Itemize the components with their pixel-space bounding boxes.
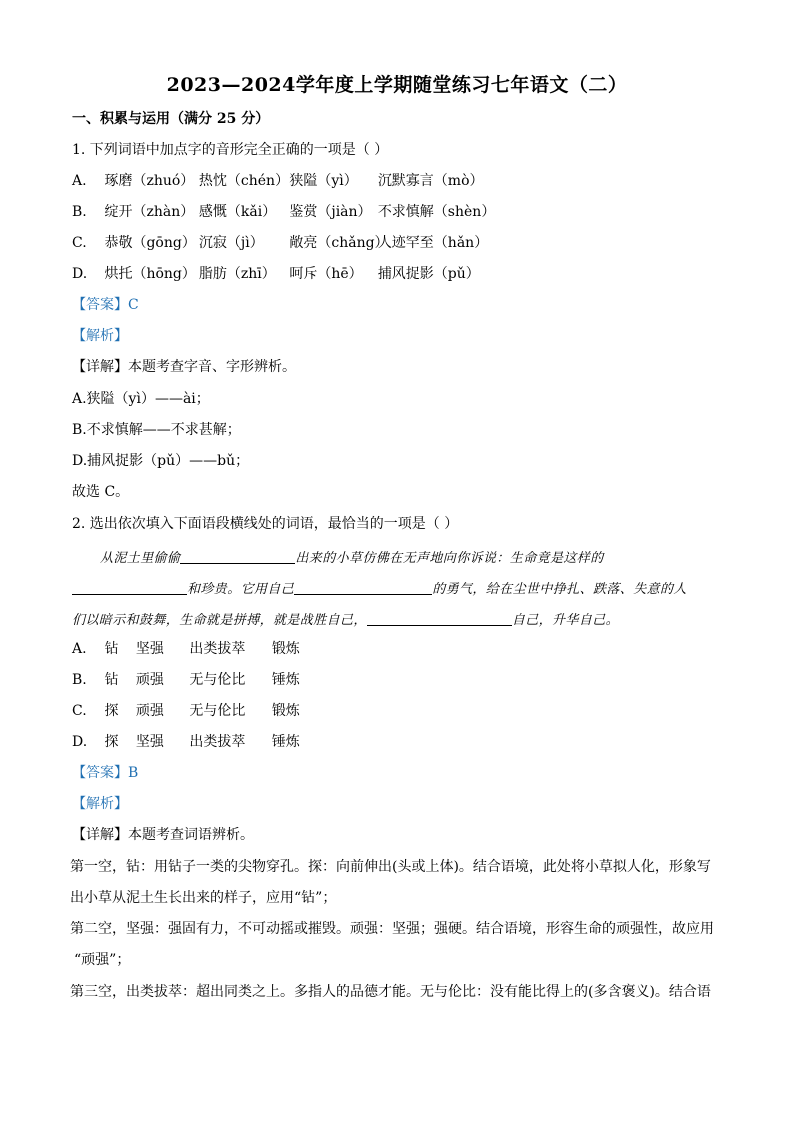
q2-option-item: 坚强 [135,734,164,750]
q1-option-a: A. 琢磨（zhuó） 热忱（chén） 狭隘（yì） 沉默寡言（mò） [72,173,484,189]
q2-option-c: C. 探 顽强 无与伦比 锻炼 [72,703,300,719]
q2-option-item: 坚强 [135,641,164,657]
q2-option-item: 无与伦比 [189,672,246,688]
q1-option-item: 人迹罕至（hǎn） [377,235,489,251]
q2-explanation-line: 第三空，出类拔萃：超出同类之上。多指人的品德才能。无与伦比：没有能比得上的(多含褒义)。结合语 [70,984,711,1000]
q1-explanation-line: A.狭隘（yì）——ài； [72,391,210,407]
q2-explanation-line: “顽强”； [74,952,131,968]
q1-option-item: 恭敬（gōng） [104,235,196,251]
q1-option-item: 感慨（kǎi） [198,204,277,220]
fill-blank [294,580,432,595]
q1-explanation-line: D.捕风捉影（pǔ）——bǔ； [72,453,250,469]
q2-option-item: 顽强 [135,703,164,719]
q2-analysis-tag: 【解析】 [72,796,128,812]
passage-line-2: 和珍贵。它用自己 的勇气，给在尘世中挣扎、跌落、失意的人 [72,578,687,597]
passage-line-1: 从泥土里偷偷 出来的小草仿佛在无声地向你诉说：生命竟是这样的 [100,551,604,566]
q2-option-item: 锤炼 [271,734,300,750]
fill-blank [180,549,295,564]
q1-explanation-line: B.不求慎解——不求甚解； [72,422,241,438]
fill-blank [367,611,512,626]
q1-option-b: B. 绽开（zhàn） 感慨（kǎi） 鉴赏（jiàn） 不求慎解（shèn） [72,204,496,220]
q2-answer: 【答案】B [72,765,139,781]
section-heading: 一、积累与运用（满分 25 分） [72,111,270,127]
q2-option-item: 锻炼 [271,641,300,657]
q2-option-item: 钻 [104,672,119,688]
fill-blank [72,580,187,595]
q1-option-item: 捕风捉影（pǔ） [377,266,480,282]
q2-explanation-line: 第二空，坚强：强固有力，不可动摇或摧毁。顽强：坚强；强硬。结合语境，形容生命的顽强性，故应用 [70,921,714,937]
q1-option-item: 沉默寡言（mò） [377,173,484,189]
q2-option-a: A. 钻 坚强 出类拔萃 锻炼 [72,641,300,657]
q2-option-item: 出类拔萃 [189,734,246,750]
page-title: 2023—2024学年度上学期随堂练习七年语文（二） [166,74,628,96]
q2-option-item: 无与伦比 [189,703,246,719]
q2-option-item: 顽强 [135,672,164,688]
passage-line-3: 们以暗示和鼓舞，生命就是拼搏，就是战胜自己， 自己，升华自己。 [72,613,620,628]
q1-option-item: 脂肪（zhī） [198,266,276,282]
question-1-stem: 1. 下列词语中加点字的音形完全正确的一项是（ ） [72,142,389,158]
q1-option-item: 热忱（chén） [198,173,290,189]
q2-detail: 【详解】本题考查词语辨析。 [72,827,254,843]
q1-option-item: 呵斥（hē） [289,266,363,282]
q1-option-item: 不求慎解（shèn） [377,204,496,220]
q1-conclusion: 故选 C。 [72,484,130,500]
q1-option-item: 敞亮（chǎng） [289,235,389,251]
q1-option-item: 沉寂（jì） [198,235,264,251]
q1-option-item: 绽开（zhàn） [104,204,195,220]
q1-option-item: 狭隘（yì） [289,173,358,189]
question-2-stem: 2. 选出依次填入下面语段横线处的词语，最恰当的一项是（ ） [72,516,459,532]
q1-analysis-tag: 【解析】 [72,328,128,344]
q2-explanation-line: 第一空，钻：用钻子一类的尖物穿孔。探：向前伸出(头或上体)。结合语境，此处将小草拟人化，形象写 [70,859,711,875]
q2-option-item: 钻 [104,641,119,657]
q2-option-b: B. 钻 顽强 无与伦比 锤炼 [72,672,300,688]
q2-option-item: 探 [104,703,119,719]
q1-option-c: C. 恭敬（gōng） 沉寂（jì） 敞亮（chǎng） 人迹罕至（hǎn） [72,235,489,251]
q2-explanation-line: 出小草从泥土生长出来的样子，应用“钻”； [70,890,337,906]
q1-option-item: 鉴赏（jiàn） [289,204,372,220]
q1-answer: 【答案】C [72,297,139,313]
q2-option-d: D. 探 坚强 出类拔萃 锤炼 [72,734,300,750]
q1-option-item: 琢磨（zhuó） [104,173,195,189]
q2-option-item: 锻炼 [271,703,300,719]
q2-option-item: 出类拔萃 [189,641,246,657]
q1-option-item: 烘托（hōng） [104,266,196,282]
q2-option-item: 锤炼 [271,672,300,688]
q2-option-item: 探 [104,734,119,750]
q1-option-d: D. 烘托（hōng） 脂肪（zhī） 呵斥（hē） 捕风捉影（pǔ） [72,266,480,282]
q1-detail: 【详解】本题考查字音、字形辨析。 [72,359,296,375]
